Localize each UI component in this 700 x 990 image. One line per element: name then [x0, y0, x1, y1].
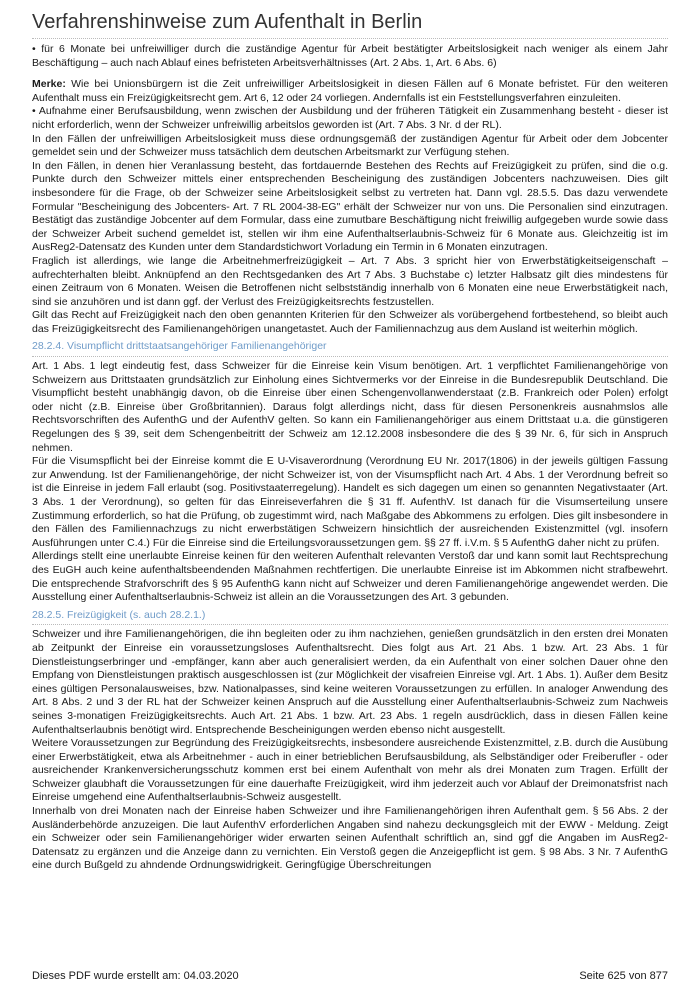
title-divider — [32, 38, 668, 39]
merke-label: Merke: — [32, 78, 66, 91]
paragraph: Schweizer und ihre Familienangehörigen, die ihn begleiten oder zu ihm nachziehen, genießen grundsätzlich in den ersten drei Monaten ab Zeitpunkt der Einreise ein voraussetzungsloses Aufenthaltsrecht. Dies folgt aus Art. 21 Abs. 1 bzw. Art. 23 Abs. 1 für Dienstleistungserbringer und -empfänger, kann aber auch generalisiert werden, da ein Aufenthalt von einer solchen Dauer ohne den Empfang von Dienstleistungen praktisch ausgeschlossen ist (zur Möglichkeit der visafreien Einreise vgl. Art. 1 Abs. 1). Außer dem Besitz eines gültigen Personalausweises, bzw. Nationalpasses, sind keine weiteren Voraussetzungen zu erfüllen. In analoger Anwendung des Art. 8 Abs. 2 und 3 der RL hat der Schweizer keinen Anspruch auf die Ausstellung einer Aufenthaltserlaubnis-Schweiz zum Nachweis seines 3-monatigen Freizügigkeitsrechts. Auch Art. 21 Abs. 1 bzw. Art. 23 Abs. 1 regeln ausdrücklich, dass in diesen Fällen keine Aufenthaltserlaubnis benötigt wird. Entsprechende Bescheinigungen werden ebenso nicht ausgestellt. — [32, 628, 668, 736]
paragraph: Allerdings stellt eine unerlaubte Einreise keinen für den weiteren Aufenthalt relevanten Verstoß dar und kann somit laut Rechtsprechung des EuGH auch keine aufenthaltsbeendenden Maßnahmen rechtfertigen. Die unerlaubte Einreise ist im Abkommen nicht strafbewehrt. Die entsprechende Strafvorschrift des § 95 AufenthG kann nicht auf Schweizer und deren Familienangehörige angewendet werden. Die Ausstellung einer Aufenthaltserlaubnis-Schweiz ist allein an die Voraussetzungen des Art. 3 gebunden. — [32, 550, 668, 604]
paragraph: Für die Visumspflicht bei der Einreise kommt die E U-Visaverordnung (Verordnung EU Nr. 2017(1806) in der jeweils gültigen Fassung zur Anwendung. Ist der Familienangehörige, der nicht Schweizer ist, von der Visumspflicht nach Art. 4 Abs. 1 der Verordnung befreit so ist die Einreise in jedem Fall erlaubt (sog. Positivstaaterregelung). Handelt es sich dagegen um einen so genannten Negativstaater (Art. 3 Abs. 1 der Verordnung), so gelten für das Einreiseverfahren die § 31 ff. AufenthV. Ist danach für die Visumserteilung unsere Zustimmung erforderlich, so hat die Prüfung, ob zugestimmt wird, nach Maßgabe des Abkommens zu erfolgen. Dies gilt insbesondere in den Fällen des Familiennachzugs zu nicht erwerbstätigen Schweizern hinsichtlich der ausreichenden Existenzmittel (vgl. insofern Ausführungen unter C.4.) Für die Einreise sind die Erteilungsvoraussetzungen gem. §§ 27 ff. i.V.m. § 5 AufenthG daher nicht zu prüfen. — [32, 455, 668, 549]
paragraph: In den Fällen, in denen hier Veranlassung besteht, das fortdauernde Bestehen des Rechts auf Freizügigkeit zu prüfen, sind die o.g. Punkte durch den Schweizer mittels einer entsprechenden Bescheinigung des zuständigen Jobcenters nachzuweisen. Dies gilt insbesondere für die Frage, ob der Schweizer seine Arbeitslosigkeit selbst zu vertreten hat. Dann vgl. 28.5.5. Das dazu verwendete Formular "Bescheinigung des Jobcenters- Art. 7 RL 2004-38-EG" erhält der Schweizer nur von uns. Die Personalien sind einzutragen. Bestätigt das zuständige Jobcenter auf dem Formular, dass eine zumutbare Beschäftigung nicht freiwillig aufgegeben wurde sowie dass der Schweizer Arbeit suchend gemeldet ist, stellen wir ihm eine Aufenthaltserlaubnis-Schweiz für 6 Monate aus. Gleichzeitig ist im AusReg2-Datensatz des Kunden unter dem Standardstichwort Vorladung ein Termin in 6 Monaten einzutragen. — [32, 159, 668, 254]
paragraph: Innerhalb von drei Monaten nach der Einreise haben Schweizer und ihre Familienangehörigen ihren Aufenthalt gem. § 56 Abs. 2 der Ausländerbehörde anzuzeigen. Die laut AufenthV erforderlichen Angaben sind nahezu deckungsgleich mit der EWW - Meldung. Zeigt ein Schweizer oder sein Familienangehöriger wider erwarten seinen Aufenthalt schriftlich an, sind ggf die Angaben im AusReg2-Datensatz zu ergänzen und die Anzeige dann zu vernichten. Ein Verstoß gegen die Anzeigepflicht ist gem. § 98 Abs. 3 Nr. 7 AufenthG eine durch Bußgeld zu ahndende Ordnungswidrigkeit. Geringfügige Überschreitungen — [32, 805, 668, 872]
document-body — [32, 43, 668, 873]
paragraph: Fraglich ist allerdings, wie lange die Arbeitnehmerfreizügigkeit – Art. 7 Abs. 3 spricht hier von Erwerbstätigkeitseigenschaft – aufrechterhalten bleibt. Anknüpfend an den Rechtsgedanken des Art 7 Abs. 3 Buchstabe c) letzter Halbsatz gilt dies mindestens für einen Zeitraum von 6 Monaten. Weisen die Betroffenen nicht selbstständig innerhalb von 6 Monaten eine neue Erwerbstätigkeit nach, sind sie anzuhören und ist dann ggf. der Verlust des Freizügigkeitsrechts festzustellen. — [32, 254, 668, 308]
footer-page-number: Seite 625 von 877 — [579, 970, 668, 982]
page-title: Verfahrenshinweise zum Aufenthalt in Berlin — [32, 11, 423, 33]
merke-text: Wie bei Unionsbürgern ist die Zeit unfreiwilliger Arbeitslosigkeit in diesen Fällen auf 6 Monate befristet. Für den weiteren Aufenthalt muss ein Freizügigkeitsrecht gem. Art 6, 12 oder 24 vorliegen. Andernfalls ist ein Feststellungsverfahren einzuleiten. — [32, 78, 668, 104]
section-heading-28-2-4: 28.2.4. Visumpflicht drittstaatsangehöriger Familienangehöriger — [32, 340, 668, 357]
paragraph: Gilt das Recht auf Freizügigkeit nach den oben genannten Kriterien für den Schweizer als vorübergehend fortbestehend, so bleibt auch das Freizügigkeitsrecht des Familienangehörigen unangetastet. Auch der Familiennachzug aus dem Ausland ist weiterhin möglich. — [32, 309, 668, 335]
merke-paragraph — [32, 78, 668, 105]
paragraph: • Aufnahme einer Berufsausbildung, wenn zwischen der Ausbildung und der früheren Tätigkeit ein Zusammenhang besteht - dieser ist nicht erforderlich, wenn der Schweizer unfreiwillig arbeitslos geworden ist (Art. 7 Abs. 3 Nr. d der RL). — [32, 105, 668, 131]
footer-created-date: Dieses PDF wurde erstellt am: 04.03.2020 — [32, 970, 239, 982]
paragraph: In den Fällen der unfreiwilligen Arbeitslosigkeit muss diese ordnungsgemäß der zuständigen Agentur für Arbeit oder dem Jobcenter gemeldet sein und der Schweizer muss tatsächlich dem deutschen Arbeitsmarkt zur Verfügung stehen. — [32, 132, 668, 159]
paragraph: Weitere Voraussetzungen zur Begründung des Freizügigkeitsrechts, insbesondere ausreichende Existenzmittel, z.B. durch die Ausübung einer Erwerbstätigkeit, etwa als Arbeitnehmer - auch in einer betrieblichen Berufsausbildung, als Selbständiger oder Freiberufler - oder ausreichender Krankenversicherungsschutz kommen erst bei einem Aufenthalt von mehr als drei Monaten zum Tragen. Erfüllt der Schweizer glaubhaft die Voraussetzungen für eine dauerhafte Freizügigkeit, wird ihm jederzeit auch vor Ablauf der Dreimonatsfrist nach Einreise umgehend eine Aufenthaltserlaubnis-Schweiz ausgestellt. — [32, 737, 669, 804]
paragraph: • für 6 Monate bei unfreiwilliger durch die zuständige Agentur für Arbeit bestätigter Arbeitslosigkeit nach weniger als einem Jahr Beschäftigung – auch nach Ablauf eines befristeten Arbeitsverhältnisses (Art. 2 Abs. 1, Art. 6 Abs. 6) — [32, 43, 668, 69]
paragraph: Art. 1 Abs. 1 legt eindeutig fest, dass Schweizer für die Einreise kein Visum benötigen. Art. 1 verpflichtet Familienangehörige von Schweizern aus Drittstaaten grundsätzlich zur Einholung eines Sichtvermerks vor der Einreise in die Bundesrepublik Deutschland. Die Visumpflicht besteht unabhängig davon, ob die Einreise über einen Schengenvollanwenderstaat (z.B. Frankreich oder Polen) erfolgt oder nicht (z.B. Einreise über Großbritannien). Daraus folgt allerdings nicht, dass für diesen Personenkreis ausnahmslos alle Rechtsvorschriften des AufenthG und der AufenthV gelten. So kann ein Familienangehöriger aus einem Drittstaat u.a. die günstigeren Regelungen des § 39, seit dem Schengenbeitritt der Schweiz am 12.12.2008 insbesondere die des § 39 Nr. 6, für sich in Anspruch nehmen. — [32, 360, 668, 454]
page-footer — [32, 970, 668, 982]
section-heading-28-2-5: 28.2.5. Freizügigkeit (s. auch 28.2.1.) — [32, 609, 668, 626]
